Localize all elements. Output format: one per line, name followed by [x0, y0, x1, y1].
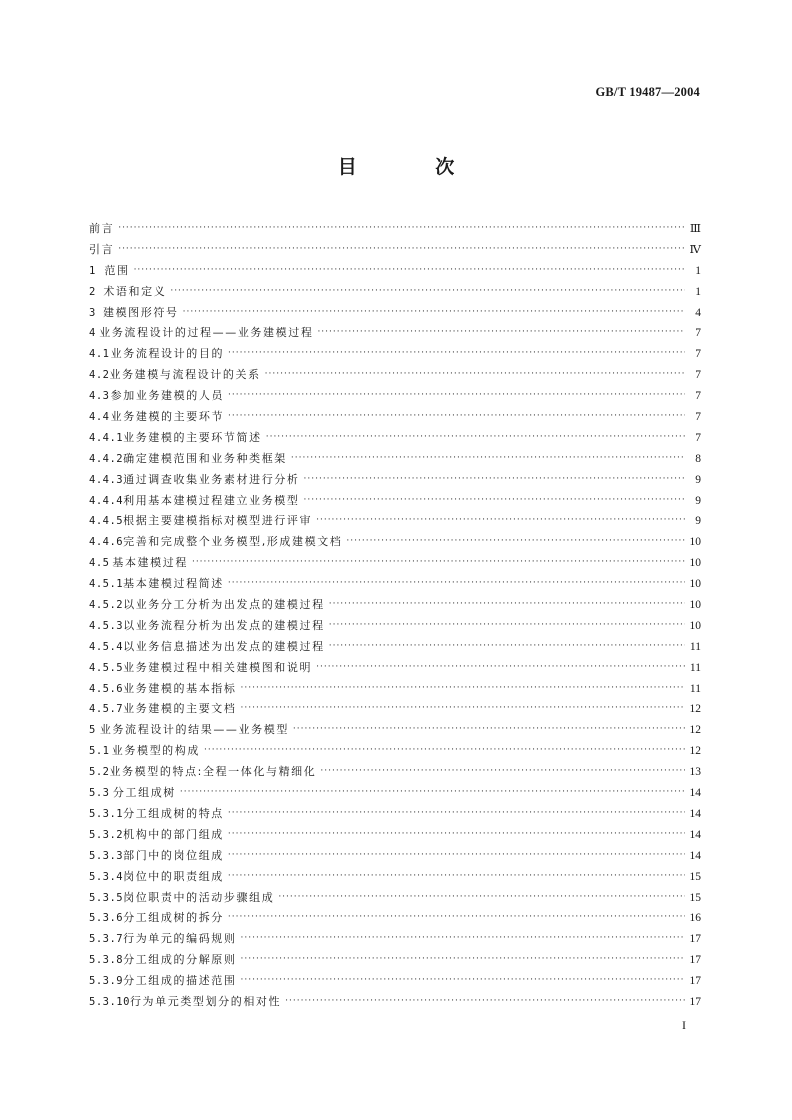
toc-entry[interactable] — [89, 240, 701, 261]
toc-entry-page: 16 — [689, 912, 701, 925]
toc-entry[interactable] — [89, 532, 701, 553]
toc-entry-number: 4.2 — [89, 369, 110, 382]
toc-dot-leader — [304, 490, 685, 511]
toc-entry-page: 7 — [695, 348, 701, 361]
toc-entry[interactable] — [89, 971, 701, 992]
toc-entry-title: 部门中的岗位组成 — [123, 848, 224, 862]
toc-entry-number: 5.3.3 — [89, 849, 124, 862]
toc-entry-number: 5.3.8 — [89, 954, 124, 967]
toc-entry-page: 12 — [689, 703, 701, 716]
toc-entry-number: 4.4.6 — [89, 536, 124, 549]
toc-entry-page: 17 — [689, 975, 701, 988]
toc-entry-number: 5.3.10 — [89, 995, 130, 1008]
toc-entry[interactable] — [89, 261, 701, 282]
toc-entry-number: 5.1 — [89, 745, 110, 758]
toc-entry-page: 14 — [689, 849, 701, 862]
toc-entry-title: 业务建模的基本指标 — [123, 681, 237, 695]
toc-dot-leader — [228, 573, 685, 594]
toc-entry-title: 建模图形符号 — [102, 305, 179, 319]
toc-entry-number: 2 — [89, 285, 96, 298]
toc-entry-number: 1 — [89, 264, 96, 277]
toc-dot-leader — [329, 594, 685, 615]
toc-entry-number: 5.2 — [89, 766, 110, 779]
toc-entry-number: 4.4.4 — [89, 494, 124, 507]
toc-dot-leader — [285, 991, 685, 1012]
toc-dot-leader — [241, 678, 685, 699]
toc-entry[interactable] — [89, 365, 701, 386]
toc-entry-page: 10 — [689, 536, 701, 549]
toc-dot-leader — [183, 302, 685, 323]
toc-entry-number: 4.3 — [89, 390, 110, 403]
toc-entry[interactable] — [89, 511, 701, 532]
toc-dot-leader — [228, 406, 685, 427]
toc-entry-page: 9 — [695, 494, 701, 507]
toc-entry[interactable] — [89, 219, 701, 240]
toc-dot-leader — [228, 866, 685, 887]
toc-dot-leader — [228, 343, 685, 364]
toc-entry-title: 业务流程设计的结果——业务模型 — [99, 723, 289, 737]
toc-entry[interactable] — [89, 888, 701, 909]
toc-entry-page: Ⅳ — [689, 243, 701, 256]
toc-dot-leader — [228, 824, 685, 845]
toc-dot-leader — [241, 949, 685, 970]
toc-entry-number: 3 — [89, 306, 96, 319]
toc-entry-number: 5.3.1 — [89, 807, 124, 820]
toc-entry-title: 完善和完成整个业务模型,形成建模文档 — [123, 535, 343, 549]
toc-entry-page: Ⅲ — [689, 223, 701, 235]
table-of-contents — [89, 219, 701, 1013]
toc-entry-number: 5.3 — [89, 787, 110, 800]
toc-entry[interactable] — [89, 282, 701, 303]
toc-dot-leader — [320, 761, 685, 782]
toc-entry-title: 分工组成树的拆分 — [123, 911, 224, 925]
toc-entry[interactable] — [89, 303, 701, 324]
toc-entry-title: 业务建模的主要环节简述 — [123, 430, 262, 444]
toc-entry-page: 9 — [695, 473, 701, 486]
toc-entry-number: 5.3.9 — [89, 975, 124, 988]
toc-entry[interactable] — [89, 386, 701, 407]
toc-dot-leader — [228, 845, 685, 866]
toc-dot-leader — [278, 887, 685, 908]
toc-entry-page: 17 — [689, 933, 701, 946]
toc-entry[interactable] — [89, 323, 701, 344]
toc-entry-title: 业务建模过程中相关建模图和说明 — [123, 660, 313, 674]
toc-entry-page: 7 — [695, 431, 701, 444]
toc-entry-page: 17 — [689, 995, 701, 1008]
toc-entry-number: 4.4.5 — [89, 515, 124, 528]
toc-entry-title: 以业务分工分析为出发点的建模过程 — [123, 598, 325, 612]
toc-entry-number: 4.5.1 — [89, 578, 124, 591]
toc-dot-leader — [204, 740, 685, 761]
toc-entry[interactable] — [89, 470, 701, 491]
toc-entry-number: 4.4 — [89, 411, 110, 424]
toc-entry-page: 7 — [695, 390, 701, 403]
toc-dot-leader — [241, 928, 685, 949]
toc-entry-page: 14 — [689, 828, 701, 841]
toc-dot-leader — [241, 698, 685, 719]
toc-dot-leader — [118, 239, 685, 260]
toc-entry-page: 7 — [695, 411, 701, 424]
toc-entry-number: 5 — [89, 724, 96, 737]
toc-entry-page: 7 — [695, 369, 701, 382]
toc-entry-title: 术语和定义 — [103, 284, 167, 298]
toc-entry-page: 1 — [695, 264, 701, 277]
toc-dot-leader — [346, 531, 685, 552]
toc-entry-number: 5.3.6 — [89, 912, 124, 925]
toc-entry-number: 4.5.6 — [89, 682, 124, 695]
toc-entry[interactable] — [89, 929, 701, 950]
toc-entry-number: 4.1 — [89, 348, 110, 361]
page-title: 目 次 — [337, 156, 491, 178]
toc-entry[interactable] — [89, 741, 701, 762]
toc-entry-title: 业务建模与流程设计的关系 — [109, 368, 261, 382]
toc-entry-page: 8 — [695, 452, 701, 465]
toc-dot-leader — [228, 803, 685, 824]
toc-entry-page: 15 — [689, 870, 701, 883]
toc-entry-number: 4.5.3 — [89, 619, 124, 632]
toc-dot-leader — [118, 218, 685, 239]
toc-entry[interactable] — [89, 574, 701, 595]
toc-entry-title: 业务流程设计的目的 — [110, 347, 225, 361]
toc-entry[interactable] — [89, 762, 701, 783]
toc-dot-leader — [329, 636, 685, 657]
toc-entry[interactable] — [89, 553, 701, 574]
toc-entry-page: 13 — [689, 766, 701, 779]
toc-entry[interactable] — [89, 867, 701, 888]
toc-entry[interactable] — [89, 679, 701, 700]
toc-entry-title: 以业务流程分析为出发点的建模过程 — [123, 618, 325, 632]
toc-entry-page: 7 — [695, 327, 701, 340]
toc-entry-title: 业务模型的构成 — [111, 744, 200, 758]
toc-dot-leader — [304, 469, 685, 490]
toc-entry-page: 10 — [689, 599, 701, 612]
toc-entry-number: 4.5.7 — [89, 703, 124, 716]
toc-dot-leader — [266, 427, 685, 448]
toc-entry-page: 9 — [695, 515, 701, 528]
toc-entry-page: 1 — [695, 285, 701, 298]
toc-entry-page: 11 — [689, 661, 701, 674]
toc-entry[interactable] — [89, 491, 701, 512]
toc-entry[interactable] — [89, 595, 701, 616]
toc-entry-title: 机构中的部门组成 — [123, 827, 224, 841]
toc-entry-page: 11 — [689, 640, 701, 653]
toc-entry-page: 17 — [689, 954, 701, 967]
toc-entry-page: 4 — [695, 306, 701, 319]
toc-dot-leader — [317, 322, 685, 343]
toc-dot-leader — [316, 657, 685, 678]
standard-code: GB/T 19487—2004 — [595, 85, 700, 99]
toc-dot-leader — [293, 719, 685, 740]
toc-entry[interactable] — [89, 344, 701, 365]
toc-entry-number: 4.5.2 — [89, 599, 124, 612]
toc-entry[interactable] — [89, 992, 701, 1013]
toc-entry[interactable] — [89, 908, 701, 929]
toc-entry[interactable] — [89, 846, 701, 867]
toc-entry-number: 4.5.5 — [89, 661, 124, 674]
toc-dot-leader — [228, 907, 685, 928]
toc-dot-leader — [134, 260, 685, 281]
toc-dot-leader — [192, 552, 685, 573]
toc-entry[interactable] — [89, 950, 701, 971]
toc-entry-title: 通过调查收集业务素材进行分析 — [123, 472, 300, 486]
toc-entry-title: 业务流程设计的过程——业务建模过程 — [99, 326, 314, 340]
toc-dot-leader — [180, 782, 685, 803]
toc-entry[interactable] — [89, 825, 701, 846]
toc-entry[interactable] — [89, 720, 701, 741]
toc-entry[interactable] — [89, 783, 701, 804]
toc-entry-title: 确定建模范围和业务种类框架 — [123, 451, 287, 465]
toc-entry-title: 业务建模的主要环节 — [110, 410, 225, 424]
toc-entry-title: 基本建模过程 — [112, 556, 188, 570]
toc-entry-page: 14 — [689, 807, 701, 820]
toc-entry[interactable] — [89, 428, 701, 449]
toc-entry-title: 分工组成树的特点 — [123, 806, 224, 820]
page-folio: I — [682, 1018, 686, 1032]
toc-entry-title: 岗位职责中的活动步骤组成 — [123, 890, 275, 904]
toc-entry-number: 4.5.4 — [89, 640, 124, 653]
toc-entry-title: 分工组成的分解原则 — [123, 953, 237, 967]
toc-entry-title: 业务模型的特点:全程一体化与精细化 — [109, 765, 317, 779]
toc-entry[interactable] — [89, 637, 701, 658]
toc-entry-title: 基本建模过程简述 — [123, 577, 224, 591]
toc-entry-title: 分工组成树 — [112, 786, 176, 800]
toc-entry[interactable] — [89, 804, 701, 825]
toc-entry[interactable] — [89, 449, 701, 470]
toc-dot-leader — [241, 970, 685, 991]
toc-entry-page: 14 — [689, 787, 701, 800]
toc-entry-page: 12 — [689, 745, 701, 758]
toc-entry-number: 4 — [89, 327, 96, 340]
toc-entry-title: 岗位中的职责组成 — [123, 869, 224, 883]
toc-entry-number: 4.4.2 — [89, 452, 124, 465]
toc-entry-number: 4.5 — [89, 557, 110, 570]
toc-entry-number: 5.3.5 — [89, 891, 124, 904]
toc-entry-number: 4.4.3 — [89, 473, 124, 486]
toc-entry-page: 15 — [689, 891, 701, 904]
toc-entry-title: 引言 — [89, 242, 115, 256]
toc-entry-page: 12 — [689, 724, 701, 737]
toc-dot-leader — [329, 615, 685, 636]
toc-dot-leader — [291, 448, 685, 469]
toc-entry-title: 行为单元类型划分的相对性 — [129, 994, 282, 1008]
toc-dot-leader — [265, 364, 685, 385]
toc-entry-title: 范围 — [104, 263, 130, 277]
toc-entry-title: 以业务信息描述为出发点的建模过程 — [123, 639, 325, 653]
toc-entry-number: 4.4.1 — [89, 431, 124, 444]
toc-dot-leader — [170, 281, 685, 302]
toc-entry[interactable] — [89, 699, 701, 720]
toc-dot-leader — [316, 510, 685, 531]
toc-entry-title: 利用基本建模过程建立业务模型 — [123, 493, 300, 507]
toc-entry-title: 前言 — [89, 222, 115, 235]
toc-entry[interactable] — [89, 616, 701, 637]
toc-entry-title: 分工组成的描述范围 — [123, 974, 237, 988]
toc-entry[interactable] — [89, 658, 701, 679]
toc-entry-page: 10 — [689, 578, 701, 591]
toc-entry-page: 10 — [689, 557, 701, 570]
toc-entry-page: 10 — [689, 619, 701, 632]
toc-entry-number: 5.3.7 — [89, 933, 124, 946]
toc-entry-number: 5.3.4 — [89, 870, 124, 883]
toc-entry-number: 5.3.2 — [89, 828, 124, 841]
toc-dot-leader — [228, 385, 685, 406]
toc-entry-page: 11 — [689, 682, 701, 695]
toc-entry-title: 行为单元的编码规则 — [123, 932, 237, 946]
toc-entry[interactable] — [89, 407, 701, 428]
toc-entry-title: 业务建模的主要文档 — [123, 702, 237, 716]
toc-entry-title: 参加业务建模的人员 — [110, 389, 225, 403]
toc-entry-title: 根据主要建模指标对模型进行评审 — [123, 514, 313, 528]
